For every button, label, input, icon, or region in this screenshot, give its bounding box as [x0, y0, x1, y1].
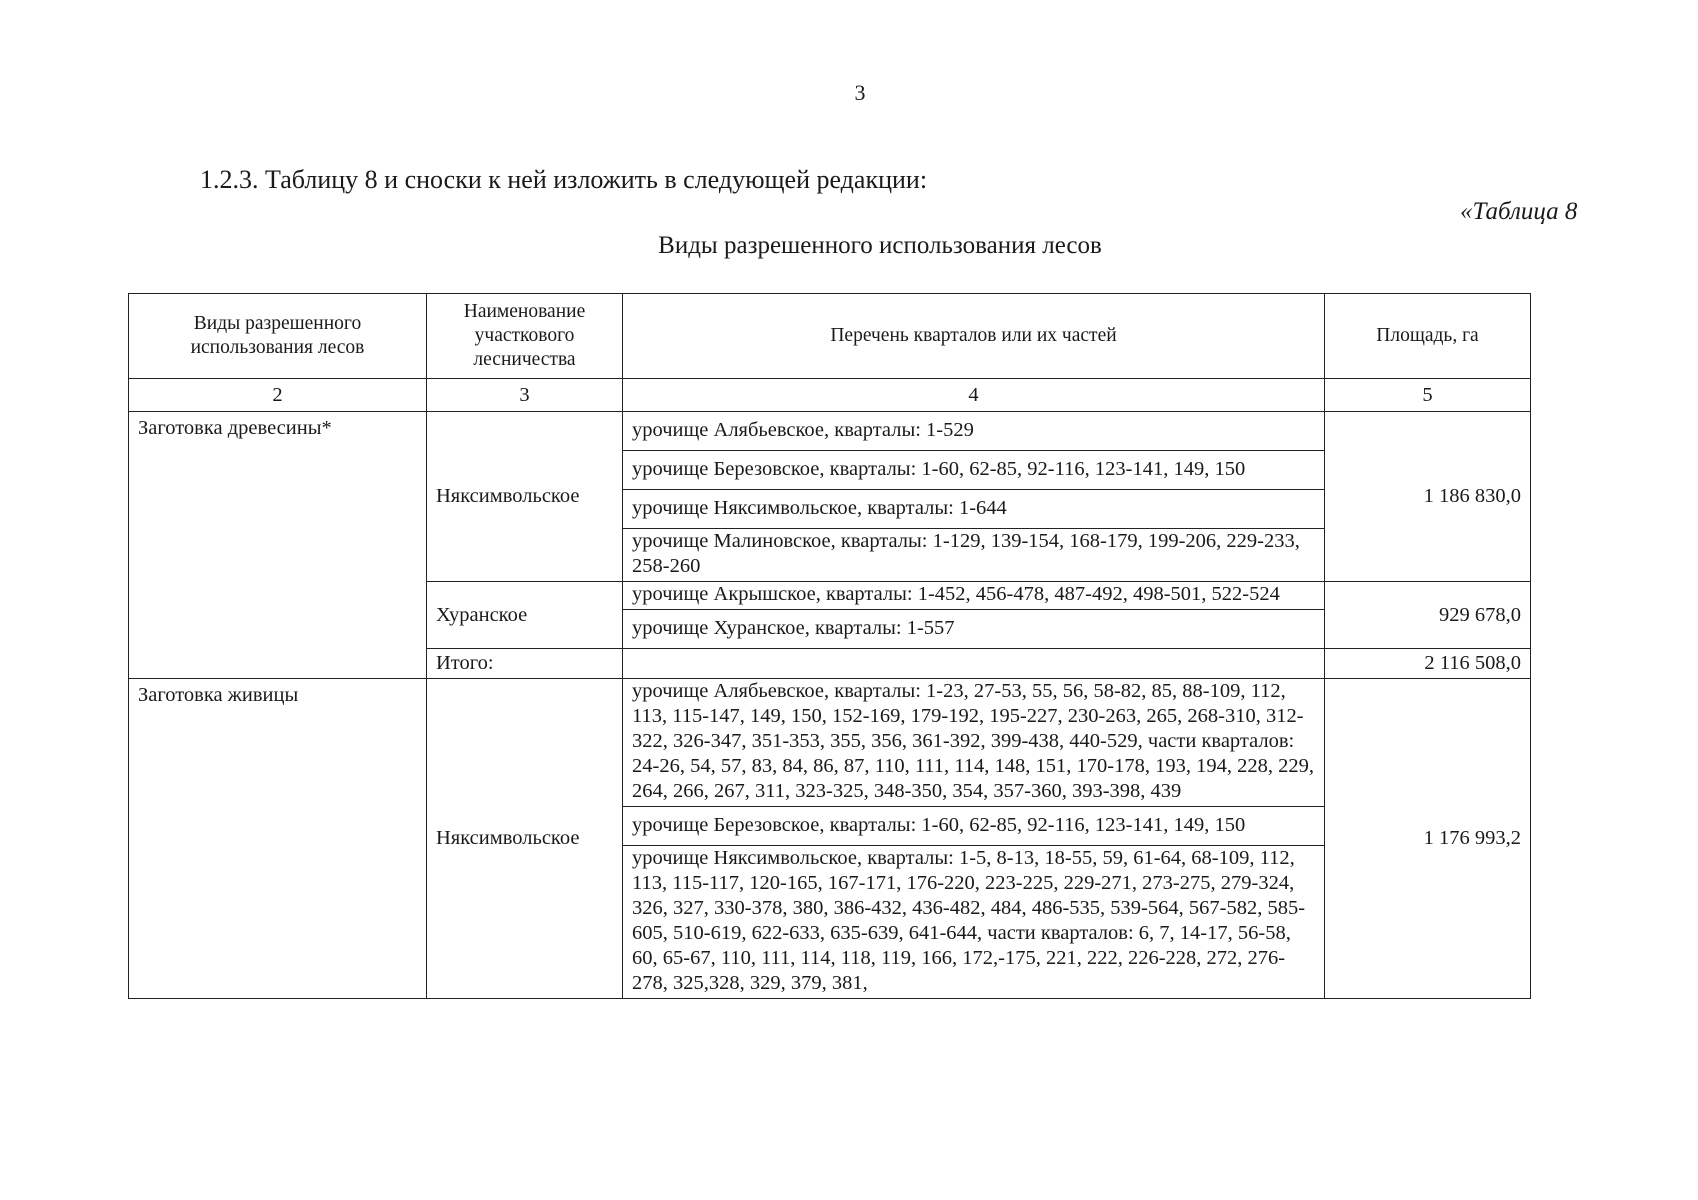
quarters-cell: урочище Хуранское, кварталы: 1-557 — [623, 610, 1325, 649]
table-label: «Таблица 8 — [1460, 198, 1578, 225]
header-area: Площадь, га — [1325, 294, 1531, 379]
column-number: 2 — [129, 379, 427, 412]
forestry-cell: Хуранское — [427, 582, 623, 649]
quarters-cell: урочище Березовское, кварталы: 1-60, 62-85, 92-116, 123-141, 149, 150 — [623, 451, 1325, 490]
use-type-cell: Заготовка древесины* — [129, 412, 427, 679]
quarters-cell: урочище Алябьевское, кварталы: 1-23, 27-53, 55, 56, 58-82, 85, 88-109, 112, 113, 115-147, 149, 150, 152-169, 179-192, 195-227, 230-263, 265, 268-310, 312-322, 326-347, 351-353, 355, 356, 361-392, 399-438, 440-529, части кварталов: 24-26, 54, 57, 83, 84, 86, 87, 110, 111, 114, 148, 151, 170-178, 193, 194, 228, 229, 264, 266, 267, 311, 323-325, 348-350, 354, 357-360, 393-398, 439 — [623, 679, 1325, 807]
table-row — [129, 679, 1531, 807]
column-number: 5 — [1325, 379, 1531, 412]
forest-use-table — [128, 293, 1531, 999]
quarters-cell: урочище Малиновское, кварталы: 1-129, 139-154, 168-179, 199-206, 229-233, 258-260 — [623, 529, 1325, 582]
page-number: 3 — [854, 80, 866, 105]
quarters-cell: урочище Березовское, кварталы: 1-60, 62-85, 92-116, 123-141, 149, 150 — [623, 807, 1325, 846]
area-cell: 1 176 993,2 — [1325, 679, 1531, 999]
total-area: 2 116 508,0 — [1325, 649, 1531, 679]
forestry-cell: Няксимвольское — [427, 679, 623, 999]
header-use-type: Виды разрешенного использования лесов — [129, 294, 427, 379]
column-number: 3 — [427, 379, 623, 412]
area-cell: 929 678,0 — [1325, 582, 1531, 649]
column-number: 4 — [623, 379, 1325, 412]
quarters-cell: урочище Няксимвольское, кварталы: 1-644 — [623, 490, 1325, 529]
quarters-cell: урочище Няксимвольское, кварталы: 1-5, 8-13, 18-55, 59, 61-64, 68-109, 112, 113, 115-117, 120-165, 167-171, 176-220, 223-225, 229-271, 273-275, 279-324, 326, 327, 330-378, 380, 386-432, 436-482, 484, 486-535, 539-564, 567-582, 585-605, 510-619, 622-633, 635-639, 641-644, части кварталов: 6, 7, 14-17, 56-58, 60, 65-67, 110, 111, 114, 118, 119, 166, 172,-175, 221, 222, 226-228, 272, 276-278, 325,328, 329, 379, 381, — [623, 846, 1325, 999]
column-number-row — [129, 379, 1531, 412]
table-header-row — [129, 294, 1531, 379]
header-quarters: Перечень кварталов или их частей — [623, 294, 1325, 379]
empty-cell — [623, 649, 1325, 679]
header-forestry: Наименование участкового лесничества — [427, 294, 623, 379]
quarters-cell: урочище Алябьевское, кварталы: 1-529 — [623, 412, 1325, 451]
table-row — [129, 412, 1531, 451]
table-title: Виды разрешенного использования лесов — [658, 232, 1102, 259]
use-type-cell: Заготовка живицы — [129, 679, 427, 999]
instruction-text: 1.2.3. Таблицу 8 и сноски к ней изложить в следующей редакции: — [200, 165, 928, 194]
area-cell: 1 186 830,0 — [1325, 412, 1531, 582]
total-label: Итого: — [427, 649, 623, 679]
quarters-cell: урочище Акрышское, кварталы: 1-452, 456-478, 487-492, 498-501, 522-524 — [623, 582, 1325, 610]
forestry-cell: Няксимвольское — [427, 412, 623, 582]
